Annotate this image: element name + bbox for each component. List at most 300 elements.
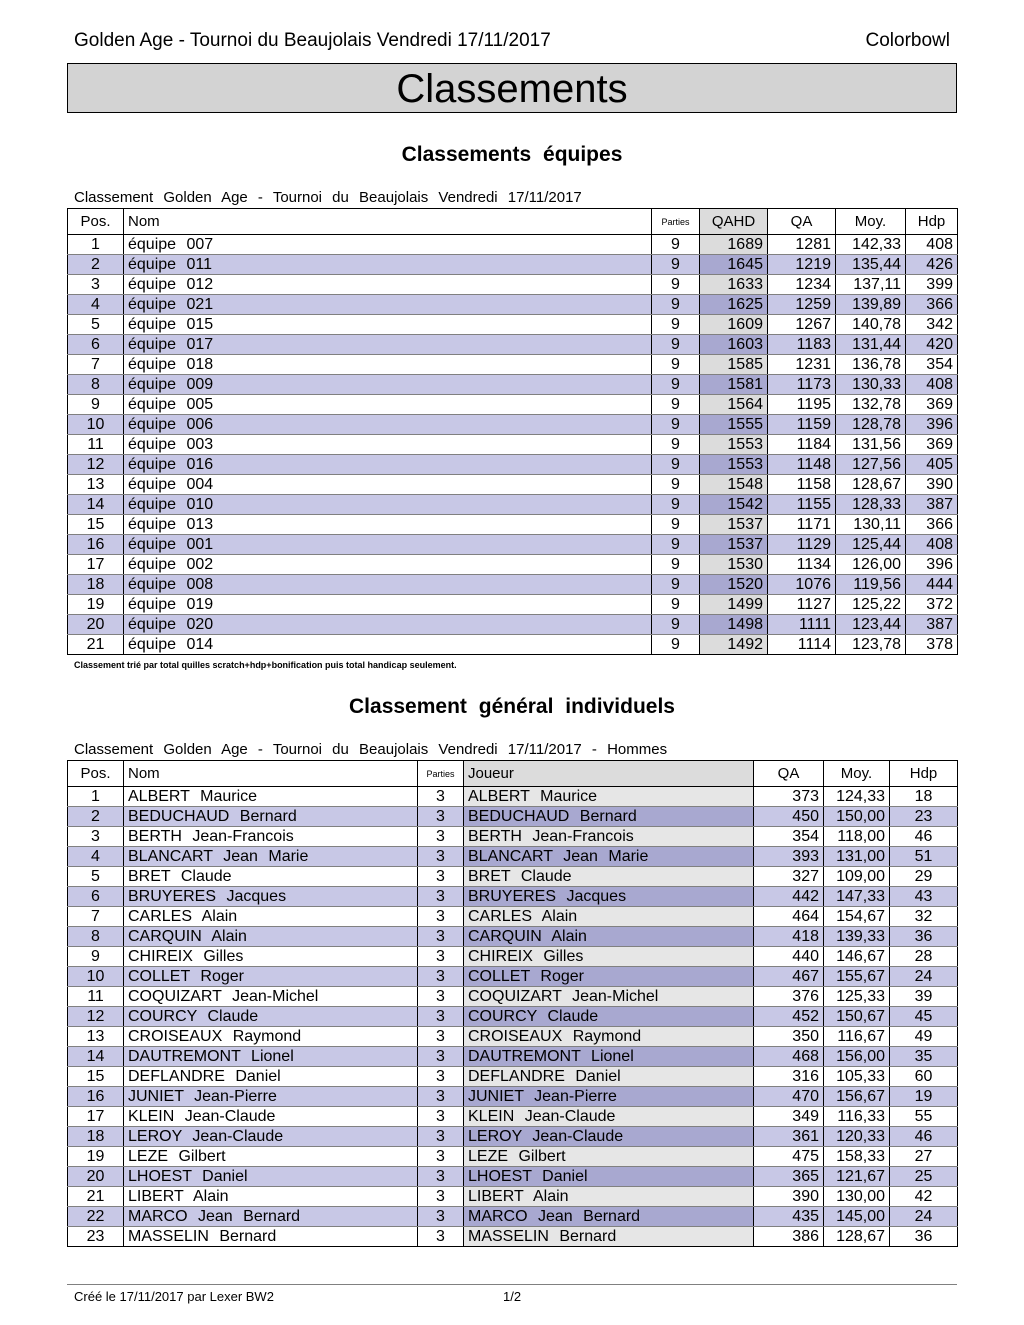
cell-handicap: 366 xyxy=(906,295,958,315)
cell-position: 14 xyxy=(68,495,124,515)
cell-player: LEROY Jean-Claude xyxy=(464,1127,754,1147)
cell-team-name: équipe 009 xyxy=(124,375,652,395)
cell-team-name: équipe 018 xyxy=(124,355,652,375)
cell-average: 125,44 xyxy=(836,535,906,555)
cell-qahd: 1548 xyxy=(700,475,768,495)
cell-qa: 1267 xyxy=(768,315,836,335)
cell-qahd: 1492 xyxy=(700,635,768,655)
cell-games: 3 xyxy=(418,887,464,907)
cell-team-name: équipe 008 xyxy=(124,575,652,595)
table-row xyxy=(68,335,958,355)
cell-average: 146,67 xyxy=(824,947,890,967)
cell-team-name: équipe 021 xyxy=(124,295,652,315)
cell-games: 3 xyxy=(418,1027,464,1047)
cell-qahd: 1689 xyxy=(700,235,768,255)
cell-position: 22 xyxy=(68,1207,124,1227)
cell-handicap: 46 xyxy=(890,1127,958,1147)
column-header-games: Parties xyxy=(418,761,464,787)
cell-qa: 1219 xyxy=(768,255,836,275)
cell-average: 139,33 xyxy=(824,927,890,947)
table-row xyxy=(68,1007,958,1027)
cell-player: ALBERT Maurice xyxy=(464,787,754,807)
cell-position: 1 xyxy=(68,235,124,255)
table-row xyxy=(68,847,958,867)
cell-name: BEDUCHAUD Bernard xyxy=(124,807,418,827)
cell-handicap: 45 xyxy=(890,1007,958,1027)
cell-position: 11 xyxy=(68,435,124,455)
cell-qa: 467 xyxy=(754,967,824,987)
column-header-name: Nom xyxy=(124,761,418,787)
cell-handicap: 342 xyxy=(906,315,958,335)
cell-handicap: 36 xyxy=(890,927,958,947)
cell-team-name: équipe 016 xyxy=(124,455,652,475)
cell-qa: 393 xyxy=(754,847,824,867)
individuals-table-caption: Classement Golden Age - Tournoi du Beaujolais Vendredi 17/11/2017 - Hommes xyxy=(74,741,668,758)
cell-position: 15 xyxy=(68,515,124,535)
cell-position: 6 xyxy=(68,887,124,907)
cell-average: 154,67 xyxy=(824,907,890,927)
cell-games: 9 xyxy=(652,455,700,475)
cell-name: CARQUIN Alain xyxy=(124,927,418,947)
cell-position: 21 xyxy=(68,1187,124,1207)
cell-team-name: équipe 015 xyxy=(124,315,652,335)
cell-qahd: 1537 xyxy=(700,515,768,535)
table-row xyxy=(68,515,958,535)
cell-qa: 452 xyxy=(754,1007,824,1027)
cell-position: 3 xyxy=(68,275,124,295)
cell-qa: 435 xyxy=(754,1207,824,1227)
cell-average: 139,89 xyxy=(836,295,906,315)
table-row xyxy=(68,315,958,335)
cell-handicap: 46 xyxy=(890,827,958,847)
cell-average: 136,78 xyxy=(836,355,906,375)
cell-qa: 1259 xyxy=(768,295,836,315)
cell-position: 6 xyxy=(68,335,124,355)
cell-player: MARCO Jean Bernard xyxy=(464,1207,754,1227)
table-row xyxy=(68,907,958,927)
cell-qahd: 1499 xyxy=(700,595,768,615)
cell-qa: 1111 xyxy=(768,615,836,635)
cell-qa: 450 xyxy=(754,807,824,827)
table-row xyxy=(68,947,958,967)
cell-average: 150,67 xyxy=(824,1007,890,1027)
cell-position: 3 xyxy=(68,827,124,847)
cell-average: 132,78 xyxy=(836,395,906,415)
cell-qa: 468 xyxy=(754,1047,824,1067)
cell-handicap: 55 xyxy=(890,1107,958,1127)
cell-position: 16 xyxy=(68,1087,124,1107)
cell-qahd: 1537 xyxy=(700,535,768,555)
table-row xyxy=(68,1187,958,1207)
cell-qahd: 1585 xyxy=(700,355,768,375)
cell-games: 9 xyxy=(652,235,700,255)
cell-handicap: 354 xyxy=(906,355,958,375)
cell-games: 3 xyxy=(418,1127,464,1147)
column-header-avg: Moy. xyxy=(824,761,890,787)
column-header-player: Joueur xyxy=(464,761,754,787)
cell-qa: 349 xyxy=(754,1107,824,1127)
table-row xyxy=(68,887,958,907)
cell-average: 116,67 xyxy=(824,1027,890,1047)
individuals-section-title: Classement général individuels xyxy=(349,695,675,718)
cell-team-name: équipe 014 xyxy=(124,635,652,655)
cell-qa: 1171 xyxy=(768,515,836,535)
cell-games: 3 xyxy=(418,1107,464,1127)
individuals-ranking-table xyxy=(67,760,958,1247)
cell-handicap: 39 xyxy=(890,987,958,1007)
cell-team-name: équipe 004 xyxy=(124,475,652,495)
cell-average: 131,00 xyxy=(824,847,890,867)
cell-position: 15 xyxy=(68,1067,124,1087)
table-row xyxy=(68,1027,958,1047)
cell-player: DAUTREMONT Lionel xyxy=(464,1047,754,1067)
table-row xyxy=(68,1087,958,1107)
cell-player: BLANCART Jean Marie xyxy=(464,847,754,867)
cell-handicap: 51 xyxy=(890,847,958,867)
cell-position: 4 xyxy=(68,847,124,867)
cell-games: 9 xyxy=(652,595,700,615)
table-row xyxy=(68,787,958,807)
page-title-banner: Classements xyxy=(67,63,957,113)
cell-qa: 418 xyxy=(754,927,824,947)
cell-average: 128,33 xyxy=(836,495,906,515)
cell-average: 131,56 xyxy=(836,435,906,455)
cell-games: 9 xyxy=(652,475,700,495)
table-row xyxy=(68,455,958,475)
cell-team-name: équipe 002 xyxy=(124,555,652,575)
cell-qa: 1134 xyxy=(768,555,836,575)
table-row xyxy=(68,1207,958,1227)
table-row xyxy=(68,827,958,847)
cell-average: 130,00 xyxy=(824,1187,890,1207)
cell-qa: 1159 xyxy=(768,415,836,435)
cell-average: 150,00 xyxy=(824,807,890,827)
cell-handicap: 24 xyxy=(890,967,958,987)
cell-qa: 1076 xyxy=(768,575,836,595)
cell-name: COQUIZART Jean-Michel xyxy=(124,987,418,1007)
cell-qahd: 1609 xyxy=(700,315,768,335)
cell-handicap: 420 xyxy=(906,335,958,355)
cell-player: BEDUCHAUD Bernard xyxy=(464,807,754,827)
cell-player: COURCY Claude xyxy=(464,1007,754,1027)
teams-sort-note: Classement trié par total quilles scratch+hdp+bonification puis total handicap seulement. xyxy=(74,660,457,670)
cell-average: 128,67 xyxy=(836,475,906,495)
cell-name: COURCY Claude xyxy=(124,1007,418,1027)
table-row xyxy=(68,1107,958,1127)
cell-qa: 361 xyxy=(754,1127,824,1147)
cell-position: 9 xyxy=(68,395,124,415)
cell-qa: 327 xyxy=(754,867,824,887)
table-row xyxy=(68,575,958,595)
cell-team-name: équipe 007 xyxy=(124,235,652,255)
cell-qahd: 1498 xyxy=(700,615,768,635)
table-row xyxy=(68,1167,958,1187)
cell-games: 9 xyxy=(652,355,700,375)
cell-average: 128,67 xyxy=(824,1227,890,1247)
cell-qa: 386 xyxy=(754,1227,824,1247)
table-row xyxy=(68,615,958,635)
cell-handicap: 405 xyxy=(906,455,958,475)
cell-name: JUNIET Jean-Pierre xyxy=(124,1087,418,1107)
cell-player: BRET Claude xyxy=(464,867,754,887)
cell-handicap: 24 xyxy=(890,1207,958,1227)
cell-games: 3 xyxy=(418,787,464,807)
cell-handicap: 42 xyxy=(890,1187,958,1207)
cell-games: 3 xyxy=(418,947,464,967)
cell-position: 2 xyxy=(68,255,124,275)
cell-games: 9 xyxy=(652,415,700,435)
cell-name: BRUYERES Jacques xyxy=(124,887,418,907)
teams-ranking-table xyxy=(67,208,958,655)
cell-average: 156,00 xyxy=(824,1047,890,1067)
cell-handicap: 372 xyxy=(906,595,958,615)
table-row xyxy=(68,1147,958,1167)
cell-name: DEFLANDRE Daniel xyxy=(124,1067,418,1087)
cell-position: 12 xyxy=(68,455,124,475)
cell-name: LEZE Gilbert xyxy=(124,1147,418,1167)
cell-name: BLANCART Jean Marie xyxy=(124,847,418,867)
cell-qa: 1195 xyxy=(768,395,836,415)
cell-player: JUNIET Jean-Pierre xyxy=(464,1087,754,1107)
cell-qahd: 1633 xyxy=(700,275,768,295)
cell-handicap: 396 xyxy=(906,415,958,435)
cell-name: CARLES Alain xyxy=(124,907,418,927)
cell-games: 9 xyxy=(652,295,700,315)
cell-team-name: équipe 011 xyxy=(124,255,652,275)
teams-table-caption: Classement Golden Age - Tournoi du Beaujolais Vendredi 17/11/2017 xyxy=(74,189,582,206)
cell-qa: 440 xyxy=(754,947,824,967)
cell-qa: 373 xyxy=(754,787,824,807)
cell-qa: 470 xyxy=(754,1087,824,1107)
cell-qa: 475 xyxy=(754,1147,824,1167)
cell-average: 130,33 xyxy=(836,375,906,395)
cell-qa: 1114 xyxy=(768,635,836,655)
cell-qa: 442 xyxy=(754,887,824,907)
cell-team-name: équipe 013 xyxy=(124,515,652,535)
cell-qahd: 1542 xyxy=(700,495,768,515)
cell-average: 116,33 xyxy=(824,1107,890,1127)
cell-games: 9 xyxy=(652,395,700,415)
cell-player: LHOEST Daniel xyxy=(464,1167,754,1187)
cell-player: MASSELIN Bernard xyxy=(464,1227,754,1247)
cell-qa: 1184 xyxy=(768,435,836,455)
cell-qa: 1127 xyxy=(768,595,836,615)
cell-team-name: équipe 003 xyxy=(124,435,652,455)
cell-position: 18 xyxy=(68,1127,124,1147)
teams-section-title: Classements équipes xyxy=(401,143,623,166)
cell-average: 128,78 xyxy=(836,415,906,435)
cell-handicap: 426 xyxy=(906,255,958,275)
cell-position: 13 xyxy=(68,475,124,495)
cell-team-name: équipe 010 xyxy=(124,495,652,515)
column-header-hdp: Hdp xyxy=(890,761,958,787)
table-header-row xyxy=(68,761,958,787)
cell-games: 3 xyxy=(418,827,464,847)
cell-position: 5 xyxy=(68,867,124,887)
cell-position: 17 xyxy=(68,555,124,575)
cell-handicap: 27 xyxy=(890,1147,958,1167)
column-header-qa: QA xyxy=(768,209,836,235)
cell-handicap: 32 xyxy=(890,907,958,927)
cell-position: 10 xyxy=(68,415,124,435)
cell-qahd: 1564 xyxy=(700,395,768,415)
cell-games: 3 xyxy=(418,1147,464,1167)
table-row xyxy=(68,475,958,495)
cell-position: 23 xyxy=(68,1227,124,1247)
cell-name: BRET Claude xyxy=(124,867,418,887)
cell-position: 13 xyxy=(68,1027,124,1047)
cell-team-name: équipe 020 xyxy=(124,615,652,635)
cell-position: 1 xyxy=(68,787,124,807)
cell-player: DEFLANDRE Daniel xyxy=(464,1067,754,1087)
cell-games: 9 xyxy=(652,635,700,655)
cell-player: BERTH Jean-Francois xyxy=(464,827,754,847)
cell-name: KLEIN Jean-Claude xyxy=(124,1107,418,1127)
cell-average: 123,78 xyxy=(836,635,906,655)
table-row xyxy=(68,395,958,415)
cell-position: 8 xyxy=(68,375,124,395)
cell-qa: 350 xyxy=(754,1027,824,1047)
cell-qahd: 1581 xyxy=(700,375,768,395)
cell-average: 135,44 xyxy=(836,255,906,275)
cell-games: 3 xyxy=(418,1047,464,1067)
cell-qahd: 1625 xyxy=(700,295,768,315)
cell-average: 123,44 xyxy=(836,615,906,635)
cell-player: CARLES Alain xyxy=(464,907,754,927)
cell-average: 125,22 xyxy=(836,595,906,615)
cell-handicap: 18 xyxy=(890,787,958,807)
cell-games: 3 xyxy=(418,807,464,827)
cell-position: 19 xyxy=(68,595,124,615)
cell-average: 120,33 xyxy=(824,1127,890,1147)
cell-name: MASSELIN Bernard xyxy=(124,1227,418,1247)
cell-position: 2 xyxy=(68,807,124,827)
table-row xyxy=(68,435,958,455)
table-row xyxy=(68,495,958,515)
cell-position: 9 xyxy=(68,947,124,967)
document-header-title: Golden Age - Tournoi du Beaujolais Vendredi 17/11/2017 xyxy=(74,30,551,51)
cell-position: 7 xyxy=(68,355,124,375)
cell-average: 137,11 xyxy=(836,275,906,295)
cell-games: 3 xyxy=(418,1187,464,1207)
cell-games: 3 xyxy=(418,847,464,867)
cell-handicap: 387 xyxy=(906,615,958,635)
cell-qahd: 1530 xyxy=(700,555,768,575)
cell-games: 3 xyxy=(418,987,464,1007)
cell-name: CROISEAUX Raymond xyxy=(124,1027,418,1047)
table-row xyxy=(68,867,958,887)
table-row xyxy=(68,235,958,255)
cell-average: 145,00 xyxy=(824,1207,890,1227)
cell-average: 127,56 xyxy=(836,455,906,475)
column-header-hdp: Hdp xyxy=(906,209,958,235)
cell-team-name: équipe 005 xyxy=(124,395,652,415)
cell-games: 9 xyxy=(652,435,700,455)
footer-page-number: 1/2 xyxy=(503,1289,522,1304)
cell-qa: 1281 xyxy=(768,235,836,255)
cell-qahd: 1553 xyxy=(700,455,768,475)
column-header-pos: Pos. xyxy=(68,761,124,787)
cell-player: CROISEAUX Raymond xyxy=(464,1027,754,1047)
table-row xyxy=(68,355,958,375)
cell-position: 10 xyxy=(68,967,124,987)
cell-qa: 354 xyxy=(754,827,824,847)
cell-handicap: 19 xyxy=(890,1087,958,1107)
table-row xyxy=(68,1227,958,1247)
cell-average: 119,56 xyxy=(836,575,906,595)
column-header-pos: Pos. xyxy=(68,209,124,235)
cell-games: 9 xyxy=(652,335,700,355)
cell-qahd: 1520 xyxy=(700,575,768,595)
cell-average: 155,67 xyxy=(824,967,890,987)
table-row xyxy=(68,1127,958,1147)
cell-games: 9 xyxy=(652,555,700,575)
cell-games: 3 xyxy=(418,1167,464,1187)
cell-games: 3 xyxy=(418,1207,464,1227)
cell-qahd: 1645 xyxy=(700,255,768,275)
table-row xyxy=(68,927,958,947)
cell-average: 158,33 xyxy=(824,1147,890,1167)
cell-qahd: 1553 xyxy=(700,435,768,455)
cell-handicap: 396 xyxy=(906,555,958,575)
cell-name: LIBERT Alain xyxy=(124,1187,418,1207)
table-row xyxy=(68,987,958,1007)
cell-position: 14 xyxy=(68,1047,124,1067)
cell-position: 7 xyxy=(68,907,124,927)
cell-handicap: 408 xyxy=(906,375,958,395)
table-row xyxy=(68,595,958,615)
cell-qa: 1173 xyxy=(768,375,836,395)
column-header-qa: QA xyxy=(754,761,824,787)
cell-average: 147,33 xyxy=(824,887,890,907)
cell-position: 18 xyxy=(68,575,124,595)
cell-player: BRUYERES Jacques xyxy=(464,887,754,907)
cell-handicap: 29 xyxy=(890,867,958,887)
cell-position: 17 xyxy=(68,1107,124,1127)
cell-name: MARCO Jean Bernard xyxy=(124,1207,418,1227)
table-row xyxy=(68,967,958,987)
cell-qahd: 1555 xyxy=(700,415,768,435)
cell-games: 3 xyxy=(418,967,464,987)
cell-average: 105,33 xyxy=(824,1067,890,1087)
cell-qa: 1155 xyxy=(768,495,836,515)
cell-average: 126,00 xyxy=(836,555,906,575)
cell-qa: 1183 xyxy=(768,335,836,355)
cell-name: COLLET Roger xyxy=(124,967,418,987)
table-row xyxy=(68,807,958,827)
footer-divider xyxy=(67,1284,957,1285)
cell-qa: 1129 xyxy=(768,535,836,555)
cell-team-name: équipe 006 xyxy=(124,415,652,435)
cell-position: 20 xyxy=(68,615,124,635)
cell-player: COQUIZART Jean-Michel xyxy=(464,987,754,1007)
cell-average: 124,33 xyxy=(824,787,890,807)
cell-qa: 390 xyxy=(754,1187,824,1207)
cell-name: CHIREIX Gilles xyxy=(124,947,418,967)
cell-qa: 316 xyxy=(754,1067,824,1087)
table-header-row xyxy=(68,209,958,235)
cell-team-name: équipe 012 xyxy=(124,275,652,295)
cell-games: 9 xyxy=(652,535,700,555)
cell-qa: 1231 xyxy=(768,355,836,375)
cell-qa: 365 xyxy=(754,1167,824,1187)
cell-player: CHIREIX Gilles xyxy=(464,947,754,967)
cell-average: 156,67 xyxy=(824,1087,890,1107)
cell-handicap: 387 xyxy=(906,495,958,515)
cell-games: 9 xyxy=(652,255,700,275)
column-header-games: Parties xyxy=(652,209,700,235)
cell-average: 109,00 xyxy=(824,867,890,887)
